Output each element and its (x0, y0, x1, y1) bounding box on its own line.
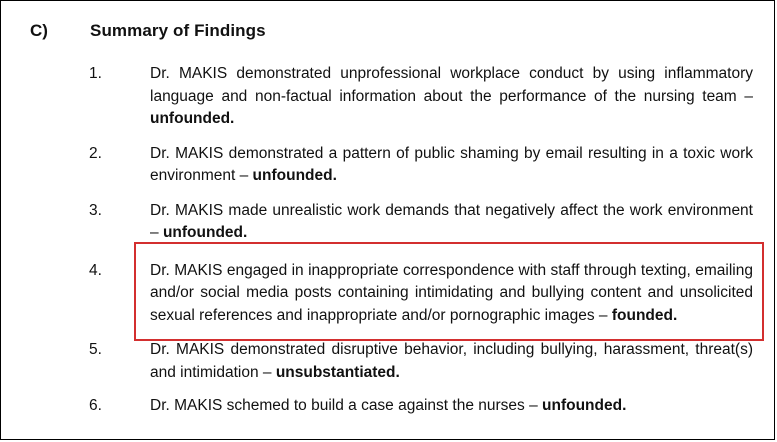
finding-statement: Dr. MAKIS schemed to build a case against the nurses – (150, 397, 543, 414)
finding-statement: Dr. MAKIS engaged in inappropriate correspondence with staff through texting, emailing and/or social media posts containing intimidating and bullying content and unsolicited sexual references and inappropriate and/or pornographic images – (150, 261, 753, 324)
finding-item-6 (89, 395, 753, 418)
finding-item-4 (89, 260, 753, 328)
findings-list (89, 63, 753, 418)
finding-verdict: unfounded. (162, 224, 248, 241)
finding-text (150, 395, 753, 418)
finding-verdict: founded. (611, 306, 678, 324)
finding-verdict: unsubstantiated. (275, 363, 400, 381)
finding-number: 5. (89, 341, 102, 358)
finding-statement: Dr. MAKIS made unrealistic work demands that negatively affect the work environment – (150, 201, 753, 241)
finding-number: 1. (89, 65, 102, 82)
finding-number: 6. (89, 397, 102, 414)
section-heading (30, 21, 266, 41)
finding-text (150, 339, 753, 384)
finding-item-3 (89, 200, 753, 245)
finding-text (150, 200, 753, 245)
finding-statement: Dr. MAKIS demonstrated a pattern of public shaming by email resulting in a toxic work environment – (150, 144, 753, 184)
finding-number: 2. (89, 144, 102, 162)
finding-number: 4. (89, 261, 102, 279)
finding-item-5 (89, 339, 753, 384)
finding-statement: Dr. MAKIS demonstrated unprofessional workplace conduct by using inflammatory language and non-factual information about the performance of the nursing team – (150, 65, 753, 105)
finding-text (150, 260, 753, 328)
finding-item-2 (89, 143, 753, 188)
finding-text (150, 143, 753, 188)
finding-verdict: unfounded. (542, 397, 627, 414)
finding-item-1 (89, 63, 753, 131)
finding-statement: Dr. MAKIS demonstrated disruptive behavior, including bullying, harassment, threat(s) and intimidation – (150, 341, 753, 381)
finding-verdict: unfounded. (150, 110, 235, 127)
finding-text (150, 63, 753, 131)
finding-number: 3. (89, 201, 102, 219)
finding-verdict: unfounded. (252, 167, 337, 184)
section-title: Summary of Findings (90, 21, 266, 40)
section-letter: C) (30, 21, 48, 40)
